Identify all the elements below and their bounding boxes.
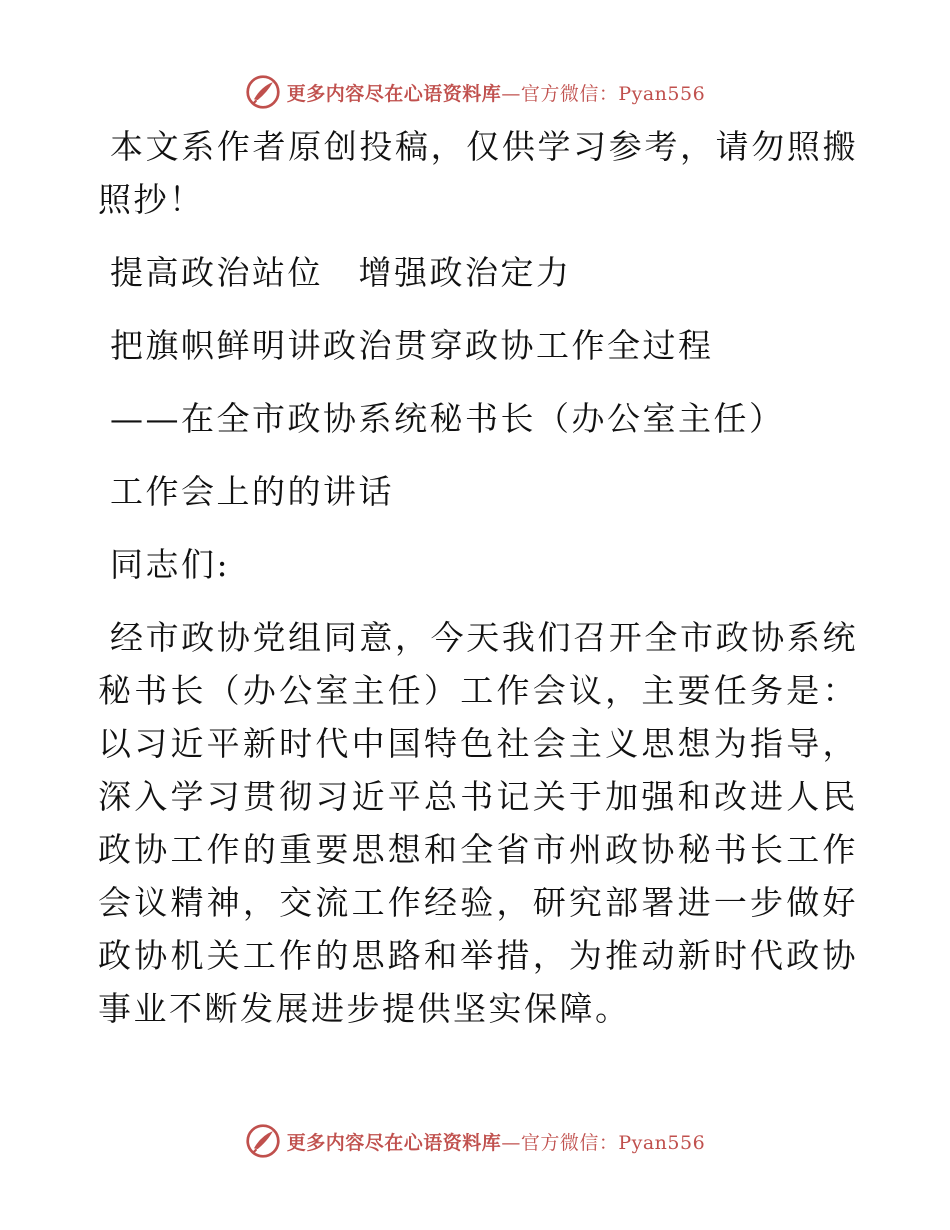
watermark-account: Pyan556 <box>618 1131 706 1154</box>
title-line-2: 把旗帜鲜明讲政治贯穿政协工作全过程 <box>110 326 714 365</box>
header-watermark <box>0 70 950 114</box>
watermark-sub-text: 官方微信： <box>520 1131 619 1154</box>
subtitle-line-2: 工作会上的的讲话 <box>110 472 394 511</box>
watermark-main-text: 更多内容尽在心语资料库 <box>286 1131 502 1154</box>
title-line-1: 提高政治站位 增强政治定力 <box>110 253 572 292</box>
watermark-text <box>287 79 705 106</box>
subtitle-line-1: ——在全市政协系统秘书长（办公室主任） <box>110 399 785 438</box>
footer-watermark <box>0 1119 950 1163</box>
watermark-separator: — <box>501 1131 521 1154</box>
watermark-text <box>287 1128 705 1155</box>
salutation: 同志们: <box>110 545 231 584</box>
watermark-main-text: 更多内容尽在心语资料库 <box>286 82 502 105</box>
quill-pen-logo-icon <box>245 74 281 110</box>
watermark-separator: — <box>501 82 521 105</box>
watermark-account: Pyan556 <box>618 82 706 105</box>
document-body <box>98 120 858 1035</box>
quill-pen-logo-icon <box>245 1123 281 1159</box>
watermark-sub-text: 官方微信： <box>520 82 619 105</box>
body-paragraph: 经市政协党组同意，今天我们召开全市政协系统秘书长（办公室主任）工作会议，主要任务是：以习近平新时代中国特色社会主义思想为指导，深入学习贯彻习近平总书记关于加强和改进人民政协工作的重要思想和全省市州政协秘书长工作会议精神，交流工作经验，研究部署进一步做好政协机关工作的思路和举措，为推动新时代政协事业不断发展进步提供坚实保障。 <box>98 618 858 1028</box>
copyright-notice: 本文系作者原创投稿，仅供学习参考，请勿照搬照抄！ <box>98 127 858 219</box>
